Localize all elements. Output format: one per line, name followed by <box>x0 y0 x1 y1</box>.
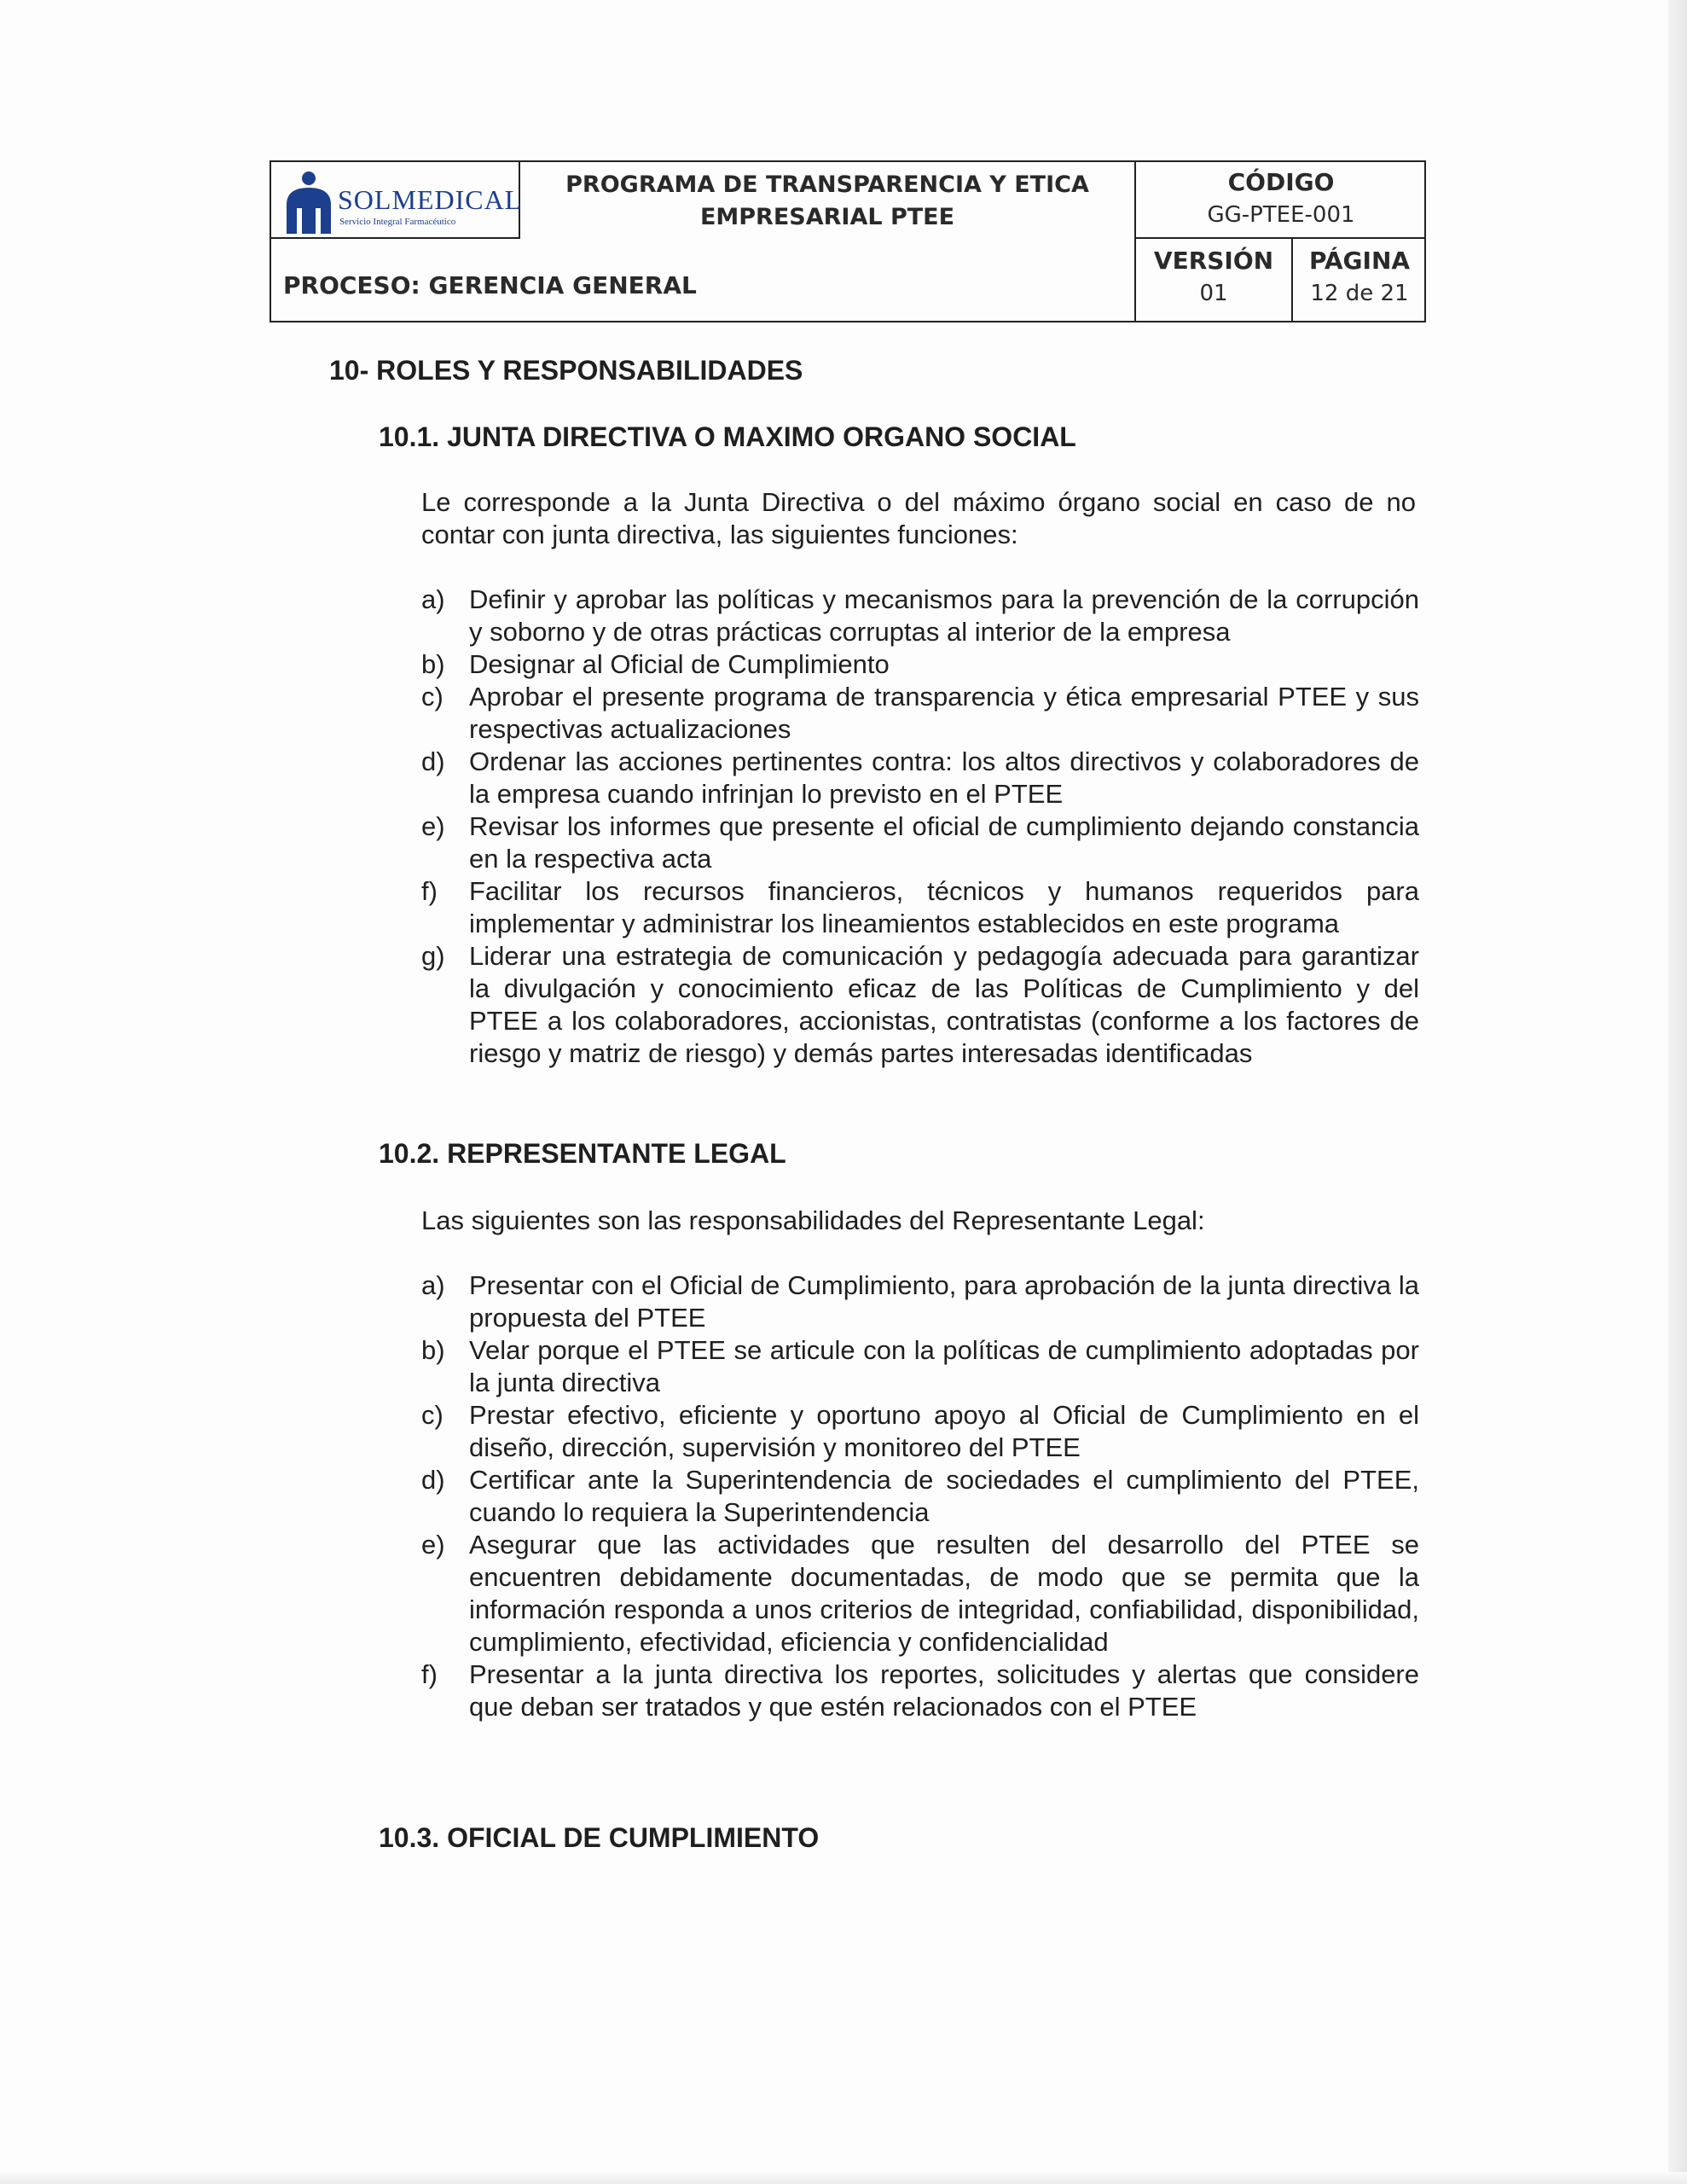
list-marker: b) <box>421 649 445 679</box>
list-marker: d) <box>421 1465 445 1495</box>
list-item <box>421 1399 1419 1464</box>
process-label: PROCESO: GERENCIA GENERAL <box>283 271 697 299</box>
subsection-intro: Le corresponde a la Junta Directiva o del máximo órgano social en caso de no contar con junta directiva, las siguientes funciones: <box>421 487 1416 549</box>
header-divider <box>1134 237 1424 239</box>
code-value: GG-PTEE-001 <box>1207 202 1355 228</box>
list-item-text: Presentar con el Oficial de Cumplimiento, para aprobación de la junta directiva la propuesta del PTEE <box>469 1270 1419 1333</box>
solmedical-logo-icon <box>283 171 334 235</box>
list-item-text: Presentar a la junta directiva los reportes, solicitudes y alertas que considere que deban ser tratados y que estén relacionados con el PTEE <box>469 1659 1419 1722</box>
list-marker: g) <box>421 941 445 971</box>
subsection-intro: Las siguientes son las responsabilidades del Representante Legal: <box>421 1205 1205 1235</box>
list-marker: b) <box>421 1335 445 1365</box>
list-marker: e) <box>421 811 445 841</box>
scan-edge <box>1668 0 1687 2184</box>
document-title-line: EMPRESARIAL PTEE <box>699 204 955 230</box>
list-marker: c) <box>421 682 443 712</box>
code-cell <box>1136 166 1426 230</box>
list-marker: d) <box>421 746 445 776</box>
list-item <box>421 1529 1419 1658</box>
list-marker: a) <box>421 584 445 614</box>
version-cell <box>1136 244 1291 309</box>
list-item-text: Definir y aprobar las políticas y mecanismos para la prevención de la corrupción y soborno y de otras prácticas corruptas al interior de la empresa <box>469 584 1419 647</box>
list-item <box>421 875 1419 940</box>
logo-tagline: Servicio Integral Farmacéutico <box>339 217 456 227</box>
code-label: CÓDIGO <box>1227 168 1335 196</box>
list-item-text: Designar al Oficial de Cumplimiento <box>469 649 890 679</box>
version-label: VERSIÓN <box>1153 247 1274 275</box>
junta-functions-list <box>421 584 1419 1070</box>
list-item <box>421 584 1419 648</box>
list-item-text: Certificar ante la Superintendencia de sociedades el cumplimiento del PTEE, cuando lo requiera la Superintendencia <box>469 1465 1419 1527</box>
page-number-cell <box>1293 244 1426 309</box>
list-item <box>421 681 1419 746</box>
list-item <box>421 648 1419 681</box>
document-title-line: PROGRAMA DE TRANSPARENCIA Y ETICA <box>565 171 1089 198</box>
list-item-text: Facilitar los recursos financieros, técnicos y humanos requeridos para implementar y administrar los lineamientos establecidos en este programa <box>469 876 1419 938</box>
representante-responsibilities-list <box>421 1269 1419 1723</box>
logo-name: SOLMEDICAL <box>338 184 523 215</box>
list-item-text: Aprobar el presente programa de transparencia y ética empresarial PTEE y sus respectivas actualizaciones <box>469 682 1419 744</box>
section-title: 10- ROLES Y RESPONSABILIDADES <box>329 355 803 386</box>
list-item-text: Asegurar que las actividades que resulten del desarrollo del PTEE se encuentren debidamente documentadas, de modo que se permita que la información responda a unos criterios de integridad, confiabilidad, disponibilidad, cumplimiento, efectividad, eficiencia y confidencialidad <box>469 1530 1419 1657</box>
list-marker: f) <box>421 1659 438 1689</box>
subsection-title: 10.3. OFICIAL DE CUMPLIMIENTO <box>379 1822 820 1853</box>
list-item-text: Velar porque el PTEE se articule con la políticas de cumplimiento adoptadas por la junta directiva <box>469 1335 1419 1397</box>
list-item <box>421 940 1419 1070</box>
page-label: PÁGINA <box>1308 247 1411 275</box>
subsection-title: 10.1. JUNTA DIRECTIVA O MAXIMO ORGANO SOCIAL <box>379 421 1076 452</box>
list-item <box>421 810 1419 875</box>
list-item <box>421 1464 1419 1529</box>
page-value: 12 de 21 <box>1310 281 1409 306</box>
document-header-table <box>270 160 1426 322</box>
list-item-text: Ordenar las acciones pertinentes contra: los altos directivos y colaboradores de la empresa cuando infrinjan lo previsto en el PTEE <box>469 746 1419 809</box>
list-marker: c) <box>421 1400 443 1430</box>
list-item <box>421 1269 1419 1334</box>
list-item <box>421 746 1419 810</box>
list-item <box>421 1334 1419 1399</box>
list-marker: e) <box>421 1530 445 1560</box>
document-title <box>520 169 1134 237</box>
list-marker: a) <box>421 1270 445 1300</box>
subsection-title: 10.2. REPRESENTANTE LEGAL <box>379 1138 786 1169</box>
list-item-text: Revisar los informes que presente el oficial de cumplimiento dejando constancia en la respectiva acta <box>469 811 1419 874</box>
scan-edge <box>0 2172 1687 2184</box>
list-item-text: Liderar una estrategia de comunicación y pedagogía adecuada para garantizar la divulgación y conocimiento eficaz de las Políticas de Cumplimiento y del PTEE a los colaboradores, accionistas, contratistas (conforme a los factores de riesgo y matriz de riesgo) y demás partes interesadas identificadas <box>469 941 1419 1068</box>
version-value: 01 <box>1199 281 1228 306</box>
company-logo <box>271 162 523 239</box>
list-marker: f) <box>421 876 438 906</box>
list-item <box>421 1658 1419 1723</box>
list-item-text: Prestar efectivo, eficiente y oportuno apoyo al Oficial de Cumplimiento en el diseño, dirección, supervisión y monitoreo del PTEE <box>469 1400 1419 1462</box>
